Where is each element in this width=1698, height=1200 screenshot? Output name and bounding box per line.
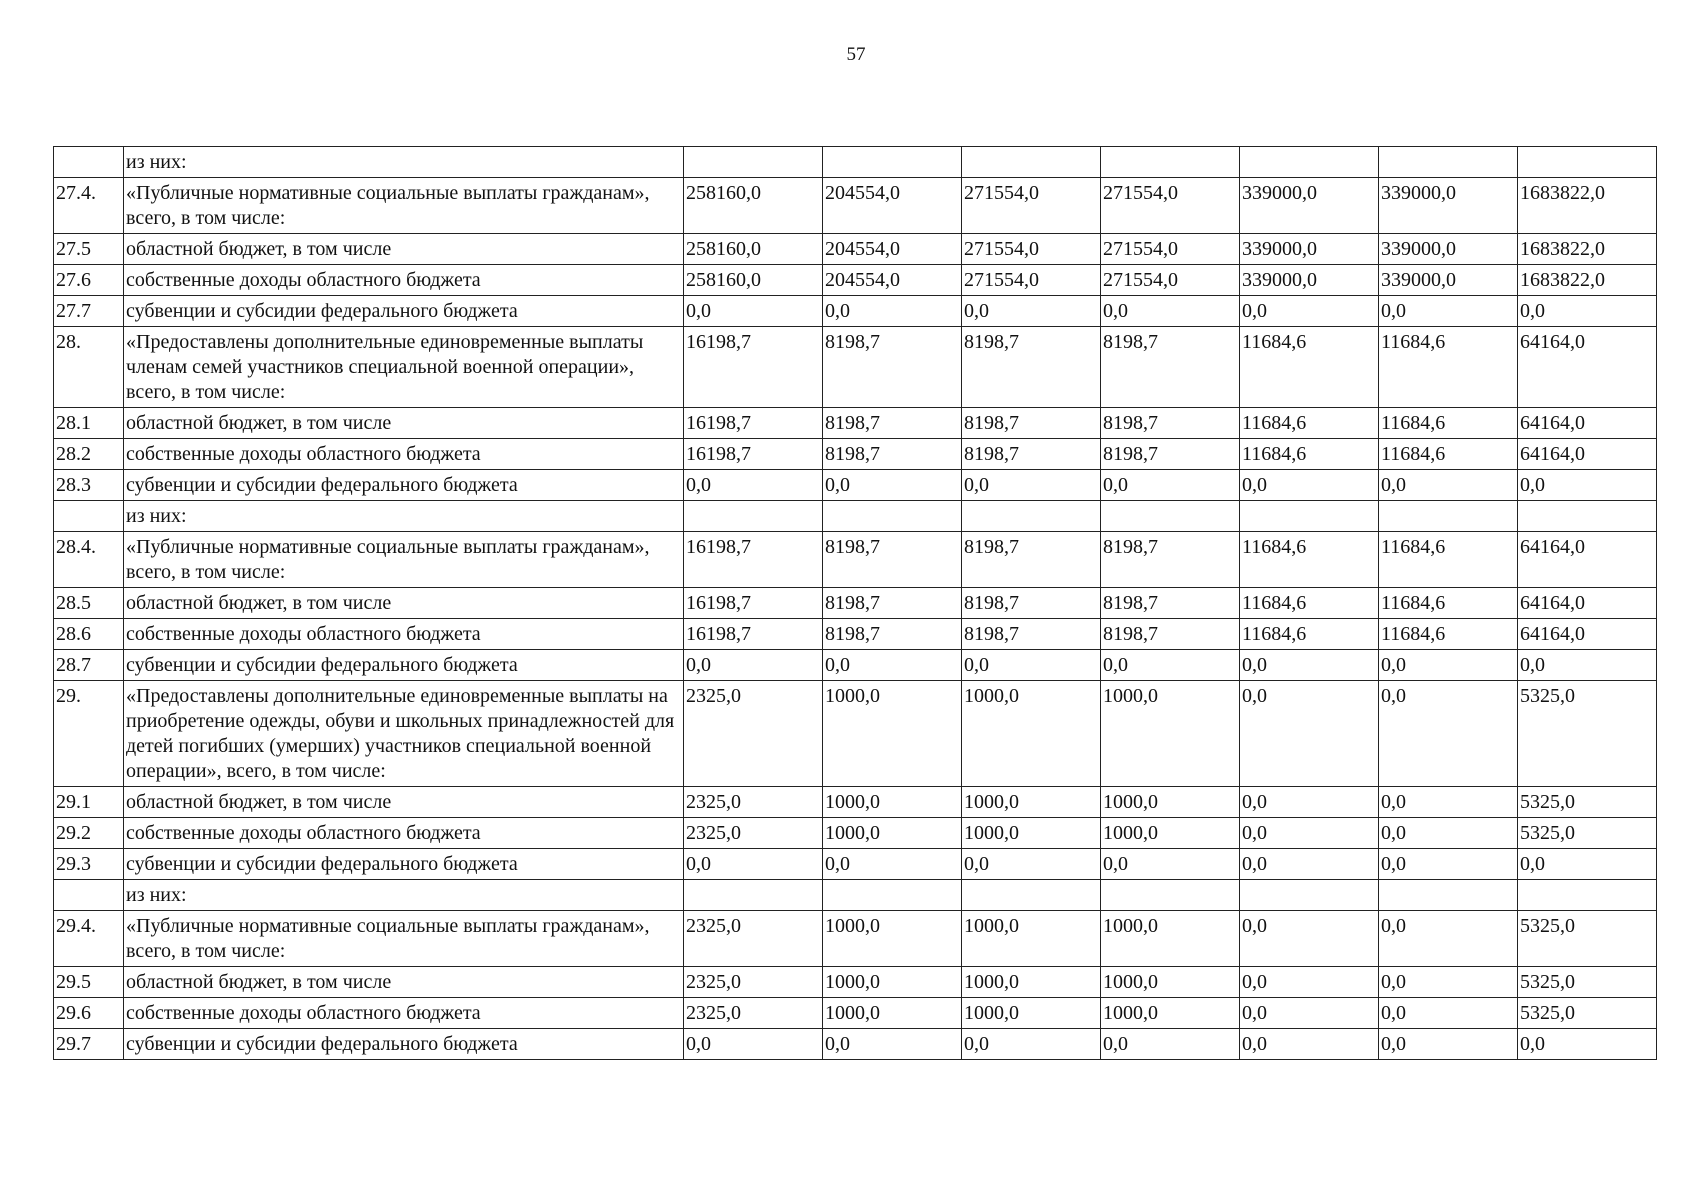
value-cell: 11684,6: [1240, 327, 1379, 408]
value-cell: [962, 147, 1101, 178]
row-number-cell: 28.3: [54, 470, 124, 501]
value-cell: 11684,6: [1379, 439, 1518, 470]
value-cell: 11684,6: [1240, 439, 1379, 470]
table-row: [54, 619, 1657, 650]
row-name-cell: «Публичные нормативные социальные выплаты гражданам», всего, в том числе:: [124, 178, 684, 234]
row-number-cell: 27.6: [54, 265, 124, 296]
value-cell: [684, 880, 823, 911]
value-cell: 0,0: [684, 470, 823, 501]
row-name-cell: субвенции и субсидии федерального бюджета: [124, 1029, 684, 1060]
value-cell: 5325,0: [1518, 818, 1657, 849]
value-cell: 8198,7: [823, 532, 962, 588]
value-cell: 204554,0: [823, 265, 962, 296]
value-cell: [1101, 501, 1240, 532]
value-cell: 1000,0: [962, 911, 1101, 967]
value-cell: [684, 147, 823, 178]
value-cell: 0,0: [823, 650, 962, 681]
value-cell: [1101, 147, 1240, 178]
value-cell: 0,0: [1379, 787, 1518, 818]
value-cell: 64164,0: [1518, 619, 1657, 650]
value-cell: 0,0: [962, 296, 1101, 327]
value-cell: 0,0: [1518, 470, 1657, 501]
value-cell: 8198,7: [823, 619, 962, 650]
value-cell: 1683822,0: [1518, 265, 1657, 296]
row-number-cell: 29.5: [54, 967, 124, 998]
value-cell: 8198,7: [823, 439, 962, 470]
value-cell: 0,0: [962, 849, 1101, 880]
table-row: [54, 1029, 1657, 1060]
value-cell: [1240, 147, 1379, 178]
value-cell: 204554,0: [823, 234, 962, 265]
row-number-cell: 29.3: [54, 849, 124, 880]
value-cell: 11684,6: [1379, 619, 1518, 650]
row-name-cell: субвенции и субсидии федерального бюджета: [124, 470, 684, 501]
value-cell: 339000,0: [1379, 265, 1518, 296]
table-body: [54, 147, 1657, 1060]
row-name-cell: «Публичные нормативные социальные выплаты гражданам», всего, в том числе:: [124, 532, 684, 588]
value-cell: 0,0: [1101, 470, 1240, 501]
row-number-cell: 29.6: [54, 998, 124, 1029]
value-cell: 0,0: [962, 650, 1101, 681]
value-cell: 0,0: [1240, 296, 1379, 327]
value-cell: 258160,0: [684, 265, 823, 296]
value-cell: 8198,7: [1101, 327, 1240, 408]
value-cell: 5325,0: [1518, 787, 1657, 818]
row-name-cell: собственные доходы областного бюджета: [124, 998, 684, 1029]
value-cell: 0,0: [823, 470, 962, 501]
value-cell: 0,0: [1101, 650, 1240, 681]
value-cell: 1000,0: [823, 787, 962, 818]
table-row: [54, 147, 1657, 178]
value-cell: [1379, 880, 1518, 911]
table-row: [54, 296, 1657, 327]
value-cell: 8198,7: [1101, 588, 1240, 619]
value-cell: 0,0: [1379, 967, 1518, 998]
value-cell: 0,0: [1379, 849, 1518, 880]
value-cell: 271554,0: [1101, 178, 1240, 234]
table-row: [54, 650, 1657, 681]
row-number-cell: 27.4.: [54, 178, 124, 234]
value-cell: 1000,0: [962, 787, 1101, 818]
row-number-cell: 28.1: [54, 408, 124, 439]
row-number-cell: 28.2: [54, 439, 124, 470]
value-cell: [1101, 880, 1240, 911]
value-cell: [1379, 501, 1518, 532]
value-cell: 64164,0: [1518, 327, 1657, 408]
value-cell: [684, 501, 823, 532]
value-cell: 0,0: [684, 849, 823, 880]
value-cell: 11684,6: [1240, 619, 1379, 650]
table-row: [54, 470, 1657, 501]
row-name-cell: из них:: [124, 147, 684, 178]
row-name-cell: областной бюджет, в том числе: [124, 408, 684, 439]
table-row: [54, 588, 1657, 619]
value-cell: 64164,0: [1518, 588, 1657, 619]
value-cell: 8198,7: [962, 619, 1101, 650]
value-cell: [1379, 147, 1518, 178]
value-cell: 11684,6: [1379, 588, 1518, 619]
table-row: [54, 681, 1657, 787]
row-number-cell: 29.7: [54, 1029, 124, 1060]
value-cell: 2325,0: [684, 818, 823, 849]
value-cell: 0,0: [1240, 681, 1379, 787]
value-cell: 0,0: [962, 470, 1101, 501]
value-cell: 2325,0: [684, 911, 823, 967]
value-cell: 11684,6: [1379, 327, 1518, 408]
value-cell: 0,0: [1379, 818, 1518, 849]
value-cell: 258160,0: [684, 178, 823, 234]
value-cell: 5325,0: [1518, 681, 1657, 787]
row-name-cell: областной бюджет, в том числе: [124, 234, 684, 265]
value-cell: 2325,0: [684, 967, 823, 998]
table-row: [54, 818, 1657, 849]
value-cell: 339000,0: [1379, 234, 1518, 265]
value-cell: 0,0: [1379, 998, 1518, 1029]
value-cell: 16198,7: [684, 439, 823, 470]
value-cell: 271554,0: [1101, 234, 1240, 265]
value-cell: 64164,0: [1518, 408, 1657, 439]
value-cell: [962, 880, 1101, 911]
row-number-cell: [54, 147, 124, 178]
value-cell: 271554,0: [1101, 265, 1240, 296]
value-cell: 16198,7: [684, 588, 823, 619]
value-cell: 0,0: [1518, 650, 1657, 681]
value-cell: 204554,0: [823, 178, 962, 234]
value-cell: 0,0: [1240, 787, 1379, 818]
value-cell: 8198,7: [962, 532, 1101, 588]
value-cell: 0,0: [1101, 1029, 1240, 1060]
table-row: [54, 265, 1657, 296]
value-cell: 0,0: [684, 296, 823, 327]
value-cell: 0,0: [684, 1029, 823, 1060]
value-cell: 8198,7: [823, 327, 962, 408]
value-cell: [823, 501, 962, 532]
value-cell: 2325,0: [684, 787, 823, 818]
value-cell: 8198,7: [1101, 439, 1240, 470]
value-cell: 5325,0: [1518, 998, 1657, 1029]
value-cell: 271554,0: [962, 265, 1101, 296]
value-cell: 339000,0: [1379, 178, 1518, 234]
value-cell: 8198,7: [962, 327, 1101, 408]
row-name-cell: областной бюджет, в том числе: [124, 588, 684, 619]
table-row: [54, 911, 1657, 967]
value-cell: 8198,7: [1101, 408, 1240, 439]
table-row: [54, 880, 1657, 911]
value-cell: 11684,6: [1379, 532, 1518, 588]
row-name-cell: «Предоставлены дополнительные единовременные выплаты членам семей участников специальной военной операции», всего, в том числе:: [124, 327, 684, 408]
value-cell: 16198,7: [684, 408, 823, 439]
value-cell: 8198,7: [823, 408, 962, 439]
value-cell: 8198,7: [962, 588, 1101, 619]
value-cell: 0,0: [1518, 296, 1657, 327]
value-cell: [1518, 501, 1657, 532]
row-name-cell: областной бюджет, в том числе: [124, 787, 684, 818]
value-cell: 0,0: [1379, 911, 1518, 967]
row-name-cell: субвенции и субсидии федерального бюджета: [124, 296, 684, 327]
value-cell: [1240, 880, 1379, 911]
value-cell: 0,0: [1240, 967, 1379, 998]
row-number-cell: 29.4.: [54, 911, 124, 967]
value-cell: 8198,7: [962, 408, 1101, 439]
value-cell: 0,0: [962, 1029, 1101, 1060]
value-cell: 271554,0: [962, 234, 1101, 265]
value-cell: 339000,0: [1240, 234, 1379, 265]
row-number-cell: 27.7: [54, 296, 124, 327]
value-cell: 2325,0: [684, 681, 823, 787]
row-name-cell: собственные доходы областного бюджета: [124, 619, 684, 650]
row-name-cell: собственные доходы областного бюджета: [124, 439, 684, 470]
value-cell: 0,0: [1518, 1029, 1657, 1060]
value-cell: 0,0: [1379, 1029, 1518, 1060]
value-cell: 1000,0: [1101, 787, 1240, 818]
value-cell: 1000,0: [823, 681, 962, 787]
value-cell: 11684,6: [1240, 588, 1379, 619]
value-cell: 0,0: [1240, 1029, 1379, 1060]
value-cell: 16198,7: [684, 532, 823, 588]
row-name-cell: «Предоставлены дополнительные единовременные выплаты на приобретение одежды, обуви и школьных принадлежностей для детей погибших (умерших) участников специальной военной операции», всего, в том числе:: [124, 681, 684, 787]
row-number-cell: 27.5: [54, 234, 124, 265]
row-name-cell: из них:: [124, 880, 684, 911]
page-number: 57: [846, 44, 866, 65]
table-row: [54, 849, 1657, 880]
value-cell: 1000,0: [1101, 818, 1240, 849]
value-cell: 8198,7: [823, 588, 962, 619]
value-cell: 8198,7: [962, 439, 1101, 470]
value-cell: 2325,0: [684, 998, 823, 1029]
table-row: [54, 178, 1657, 234]
value-cell: 1000,0: [962, 967, 1101, 998]
row-number-cell: 28.4.: [54, 532, 124, 588]
value-cell: [962, 501, 1101, 532]
table-row: [54, 408, 1657, 439]
row-number-cell: 28.6: [54, 619, 124, 650]
value-cell: 339000,0: [1240, 265, 1379, 296]
value-cell: [823, 147, 962, 178]
value-cell: 1000,0: [823, 967, 962, 998]
value-cell: 1000,0: [1101, 998, 1240, 1029]
table-row: [54, 998, 1657, 1029]
row-number-cell: 28.: [54, 327, 124, 408]
value-cell: 0,0: [1240, 998, 1379, 1029]
value-cell: [1518, 147, 1657, 178]
value-cell: 271554,0: [962, 178, 1101, 234]
table-row: [54, 439, 1657, 470]
value-cell: 1000,0: [962, 818, 1101, 849]
value-cell: 0,0: [1518, 849, 1657, 880]
row-number-cell: 29.: [54, 681, 124, 787]
value-cell: 64164,0: [1518, 439, 1657, 470]
value-cell: 1000,0: [823, 998, 962, 1029]
row-name-cell: субвенции и субсидии федерального бюджета: [124, 650, 684, 681]
value-cell: 1000,0: [1101, 911, 1240, 967]
value-cell: 8198,7: [1101, 532, 1240, 588]
row-name-cell: собственные доходы областного бюджета: [124, 265, 684, 296]
value-cell: 0,0: [1240, 818, 1379, 849]
table-row: [54, 327, 1657, 408]
table-row: [54, 967, 1657, 998]
value-cell: 16198,7: [684, 619, 823, 650]
row-name-cell: субвенции и субсидии федерального бюджета: [124, 849, 684, 880]
value-cell: 11684,6: [1379, 408, 1518, 439]
row-name-cell: собственные доходы областного бюджета: [124, 818, 684, 849]
value-cell: 1000,0: [1101, 681, 1240, 787]
value-cell: 16198,7: [684, 327, 823, 408]
row-name-cell: «Публичные нормативные социальные выплаты гражданам», всего, в том числе:: [124, 911, 684, 967]
value-cell: 0,0: [1240, 650, 1379, 681]
row-number-cell: 29.2: [54, 818, 124, 849]
value-cell: 0,0: [684, 650, 823, 681]
value-cell: 1000,0: [962, 681, 1101, 787]
value-cell: 0,0: [1101, 849, 1240, 880]
value-cell: 0,0: [823, 849, 962, 880]
value-cell: 0,0: [1379, 650, 1518, 681]
value-cell: 8198,7: [1101, 619, 1240, 650]
value-cell: 258160,0: [684, 234, 823, 265]
table-row: [54, 501, 1657, 532]
row-number-cell: [54, 501, 124, 532]
value-cell: 5325,0: [1518, 967, 1657, 998]
value-cell: 1000,0: [823, 911, 962, 967]
value-cell: 1000,0: [1101, 967, 1240, 998]
budget-table: [53, 146, 1657, 1060]
value-cell: 0,0: [823, 1029, 962, 1060]
row-number-cell: 28.5: [54, 588, 124, 619]
table-row: [54, 532, 1657, 588]
table-row: [54, 234, 1657, 265]
value-cell: 0,0: [1240, 470, 1379, 501]
value-cell: [823, 880, 962, 911]
value-cell: 64164,0: [1518, 532, 1657, 588]
value-cell: 11684,6: [1240, 408, 1379, 439]
value-cell: 11684,6: [1240, 532, 1379, 588]
row-number-cell: [54, 880, 124, 911]
value-cell: 0,0: [1240, 849, 1379, 880]
row-number-cell: 29.1: [54, 787, 124, 818]
value-cell: 5325,0: [1518, 911, 1657, 967]
value-cell: 339000,0: [1240, 178, 1379, 234]
value-cell: 0,0: [1379, 296, 1518, 327]
value-cell: 1683822,0: [1518, 234, 1657, 265]
value-cell: 0,0: [1379, 681, 1518, 787]
value-cell: 0,0: [1379, 470, 1518, 501]
row-number-cell: 28.7: [54, 650, 124, 681]
value-cell: 1683822,0: [1518, 178, 1657, 234]
value-cell: 1000,0: [823, 818, 962, 849]
row-name-cell: областной бюджет, в том числе: [124, 967, 684, 998]
value-cell: 0,0: [1240, 911, 1379, 967]
row-name-cell: из них:: [124, 501, 684, 532]
table-row: [54, 787, 1657, 818]
value-cell: 0,0: [823, 296, 962, 327]
value-cell: [1518, 880, 1657, 911]
value-cell: [1240, 501, 1379, 532]
value-cell: 0,0: [1101, 296, 1240, 327]
value-cell: 1000,0: [962, 998, 1101, 1029]
